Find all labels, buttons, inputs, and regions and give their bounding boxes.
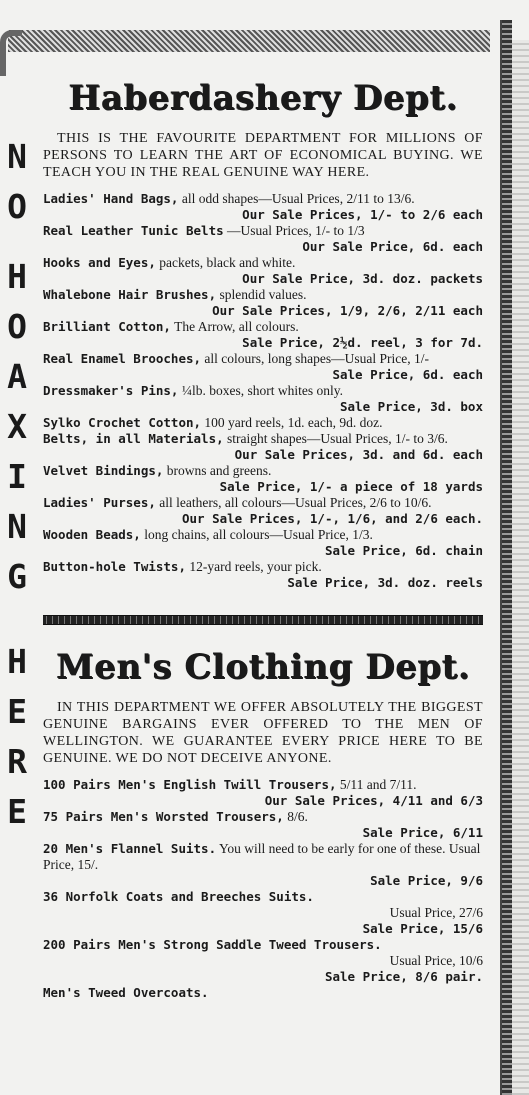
usual-price: Usual Price, 10/6 — [389, 953, 483, 968]
list-item — [43, 431, 483, 463]
sale-price: Our Sale Price, 6d. each — [302, 239, 483, 254]
item-name: Ladies' Purses, — [43, 495, 156, 510]
item-description: splendid values. — [219, 287, 307, 302]
item-name: Belts, in all Materials, — [43, 431, 224, 446]
item-name: Sylko Crochet Cotton, — [43, 415, 202, 430]
item-description: all leathers, all colours—Usual Prices, 2/6 to 10/6. — [159, 495, 432, 510]
item-description: You will need to be early for one of these. Usual Price, 15/. — [43, 841, 481, 872]
advertisement-column — [43, 56, 483, 1001]
banner-letter: I — [7, 457, 27, 496]
sale-price: Our Sale Prices, 3d. and 6d. each — [234, 447, 483, 462]
mens-list — [43, 777, 483, 1001]
adjacent-column-edge — [512, 40, 529, 1095]
sale-price: Our Sale Prices, 4/11 and 6/3 — [264, 793, 483, 808]
item-line — [43, 415, 483, 431]
item-name: 100 Pairs Men's English Twill Trousers, — [43, 777, 337, 792]
sale-price: Sale Price, 9/6 — [370, 873, 483, 888]
sale-price: Sale Price, 3d. box — [340, 399, 483, 414]
right-border — [500, 20, 512, 1095]
sale-price: Our Sale Prices, 1/-, 1/6, and 2/6 each. — [181, 511, 483, 526]
item-description: long chains, all colours—Usual Price, 1/3. — [144, 527, 373, 542]
sale-price: Our Sale Prices, 1/9, 2/6, 2/11 each — [212, 303, 483, 318]
item-line — [43, 841, 483, 873]
item-name: Button-hole Twists, — [43, 559, 186, 574]
sale-price: Sale Price, 2½d. reel, 3 for 7d. — [242, 335, 483, 350]
item-line — [43, 463, 483, 479]
list-item — [43, 777, 483, 809]
item-name: Whalebone Hair Brushes, — [43, 287, 217, 302]
banner-letter: R — [7, 742, 27, 781]
item-description: 12-yard reels, your pick. — [189, 559, 322, 574]
banner-letter: E — [7, 792, 27, 831]
list-item — [43, 985, 483, 1001]
item-line — [43, 287, 483, 303]
sale-price: Sale Price, 3d. doz. reels — [287, 575, 483, 590]
list-item — [43, 809, 483, 841]
list-item — [43, 463, 483, 495]
item-description: —Usual Prices, 1/- to 1/3 — [227, 223, 365, 238]
sale-price: Our Sale Price, 3d. doz. packets — [242, 271, 483, 286]
item-line — [43, 191, 483, 207]
banner-letter: O — [7, 307, 27, 346]
list-item — [43, 287, 483, 319]
item-line — [43, 809, 483, 825]
banner-letter: G — [7, 557, 27, 596]
sale-price: Sale Price, 1/- a piece of 18 yards — [219, 479, 483, 494]
item-line — [43, 985, 483, 1001]
item-description: 8/6. — [287, 809, 308, 824]
item-name: Dressmaker's Pins, — [43, 383, 179, 398]
item-name: Wooden Beads, — [43, 527, 141, 542]
item-line — [43, 319, 483, 335]
item-line — [43, 383, 483, 399]
banner-letter: E — [7, 692, 27, 731]
item-description: ¼lb. boxes, short whites only. — [181, 383, 343, 398]
item-line — [43, 559, 483, 575]
list-item — [43, 191, 483, 223]
item-name: Hooks and Eyes, — [43, 255, 156, 270]
list-item — [43, 841, 483, 889]
banner-letter: N — [7, 507, 27, 546]
item-name: Real Leather Tunic Belts — [43, 223, 224, 238]
item-description: 100 yard reels, 1d. each, 9d. doz. — [204, 415, 383, 430]
item-description: 5/11 and 7/11. — [339, 777, 417, 792]
list-item — [43, 415, 483, 431]
item-line — [43, 431, 483, 447]
item-name: 75 Pairs Men's Worsted Trousers, — [43, 809, 284, 824]
item-name: 36 Norfolk Coats and Breeches Suits. — [43, 889, 314, 904]
vertical-banner — [2, 137, 32, 845]
list-item — [43, 937, 483, 985]
list-item — [43, 255, 483, 287]
banner-letter: X — [7, 407, 27, 446]
sale-price: Sale Price, 6/11 — [362, 825, 483, 840]
item-description: straight shapes—Usual Prices, 1/- to 3/6. — [227, 431, 448, 446]
item-description: all odd shapes—Usual Prices, 2/11 to 13/6. — [181, 191, 415, 206]
banner-letter: N — [7, 137, 27, 176]
list-item — [43, 351, 483, 383]
banner-letter: O — [7, 187, 27, 226]
item-name: Men's Tweed Overcoats. — [43, 985, 209, 1000]
item-line — [43, 777, 483, 793]
list-item — [43, 495, 483, 527]
item-name: Velvet Bindings, — [43, 463, 164, 478]
item-description: packets, black and white. — [159, 255, 296, 270]
item-description: The Arrow, all colours. — [174, 319, 299, 334]
item-name: Ladies' Hand Bags, — [43, 191, 179, 206]
sale-price: Sale Price, 6d. chain — [324, 543, 483, 558]
corner-ornament — [0, 30, 22, 76]
sale-price: Sale Price, 6d. each — [332, 367, 483, 382]
item-line — [43, 223, 483, 239]
item-name: 20 Men's Flannel Suits. — [43, 841, 217, 856]
item-line — [43, 937, 483, 953]
mens-heading: Men's Clothing Dept. — [55, 647, 471, 687]
list-item — [43, 223, 483, 255]
list-item — [43, 889, 483, 937]
item-name: Real Enamel Brooches, — [43, 351, 202, 366]
haberdashery-heading: Haberdashery Dept. — [68, 78, 458, 118]
item-line — [43, 889, 483, 905]
mens-intro: IN THIS DEPARTMENT WE OFFER ABSOLUTELY THE BIGGEST GENUINE BARGAINS EVER OFFERED TO THE MEN OF WELLINGTON. WE GUARANTEE EVERY PRICE HERE TO BE GENUINE. WE DO NOT DECEIVE ANYONE. — [43, 700, 483, 766]
item-line — [43, 527, 483, 543]
banner-letter: H — [7, 642, 27, 681]
top-border — [8, 30, 490, 52]
haberdashery-intro: THIS IS THE FAVOURITE DEPARTMENT FOR MILLIONS OF PERSONS TO LEARN THE ART OF ECONOMICAL BUYING. WE TEACH YOU IN THE REAL GENUINE WAY HERE. — [43, 131, 483, 180]
usual-price: Usual Price, 27/6 — [389, 905, 483, 920]
item-line — [43, 495, 483, 511]
list-item — [43, 527, 483, 559]
banner-letter: H — [7, 257, 27, 296]
list-item — [43, 559, 483, 591]
item-name: 200 Pairs Men's Strong Saddle Tweed Trousers. — [43, 937, 382, 952]
haberdashery-list — [43, 191, 483, 591]
banner-letter — [2, 610, 32, 645]
list-item — [43, 383, 483, 415]
list-item — [43, 319, 483, 351]
item-name: Brilliant Cotton, — [43, 319, 171, 334]
banner-letter: A — [7, 357, 27, 396]
item-line — [43, 351, 483, 367]
item-description: all colours, long shapes—Usual Price, 1/- — [204, 351, 430, 366]
section-divider — [43, 615, 483, 625]
sale-price: Sale Price, 15/6 — [362, 921, 483, 936]
sale-price: Sale Price, 8/6 pair. — [324, 969, 483, 984]
item-line — [43, 255, 483, 271]
item-description: browns and greens. — [166, 463, 272, 478]
sale-price: Our Sale Prices, 1/- to 2/6 each — [242, 207, 483, 222]
